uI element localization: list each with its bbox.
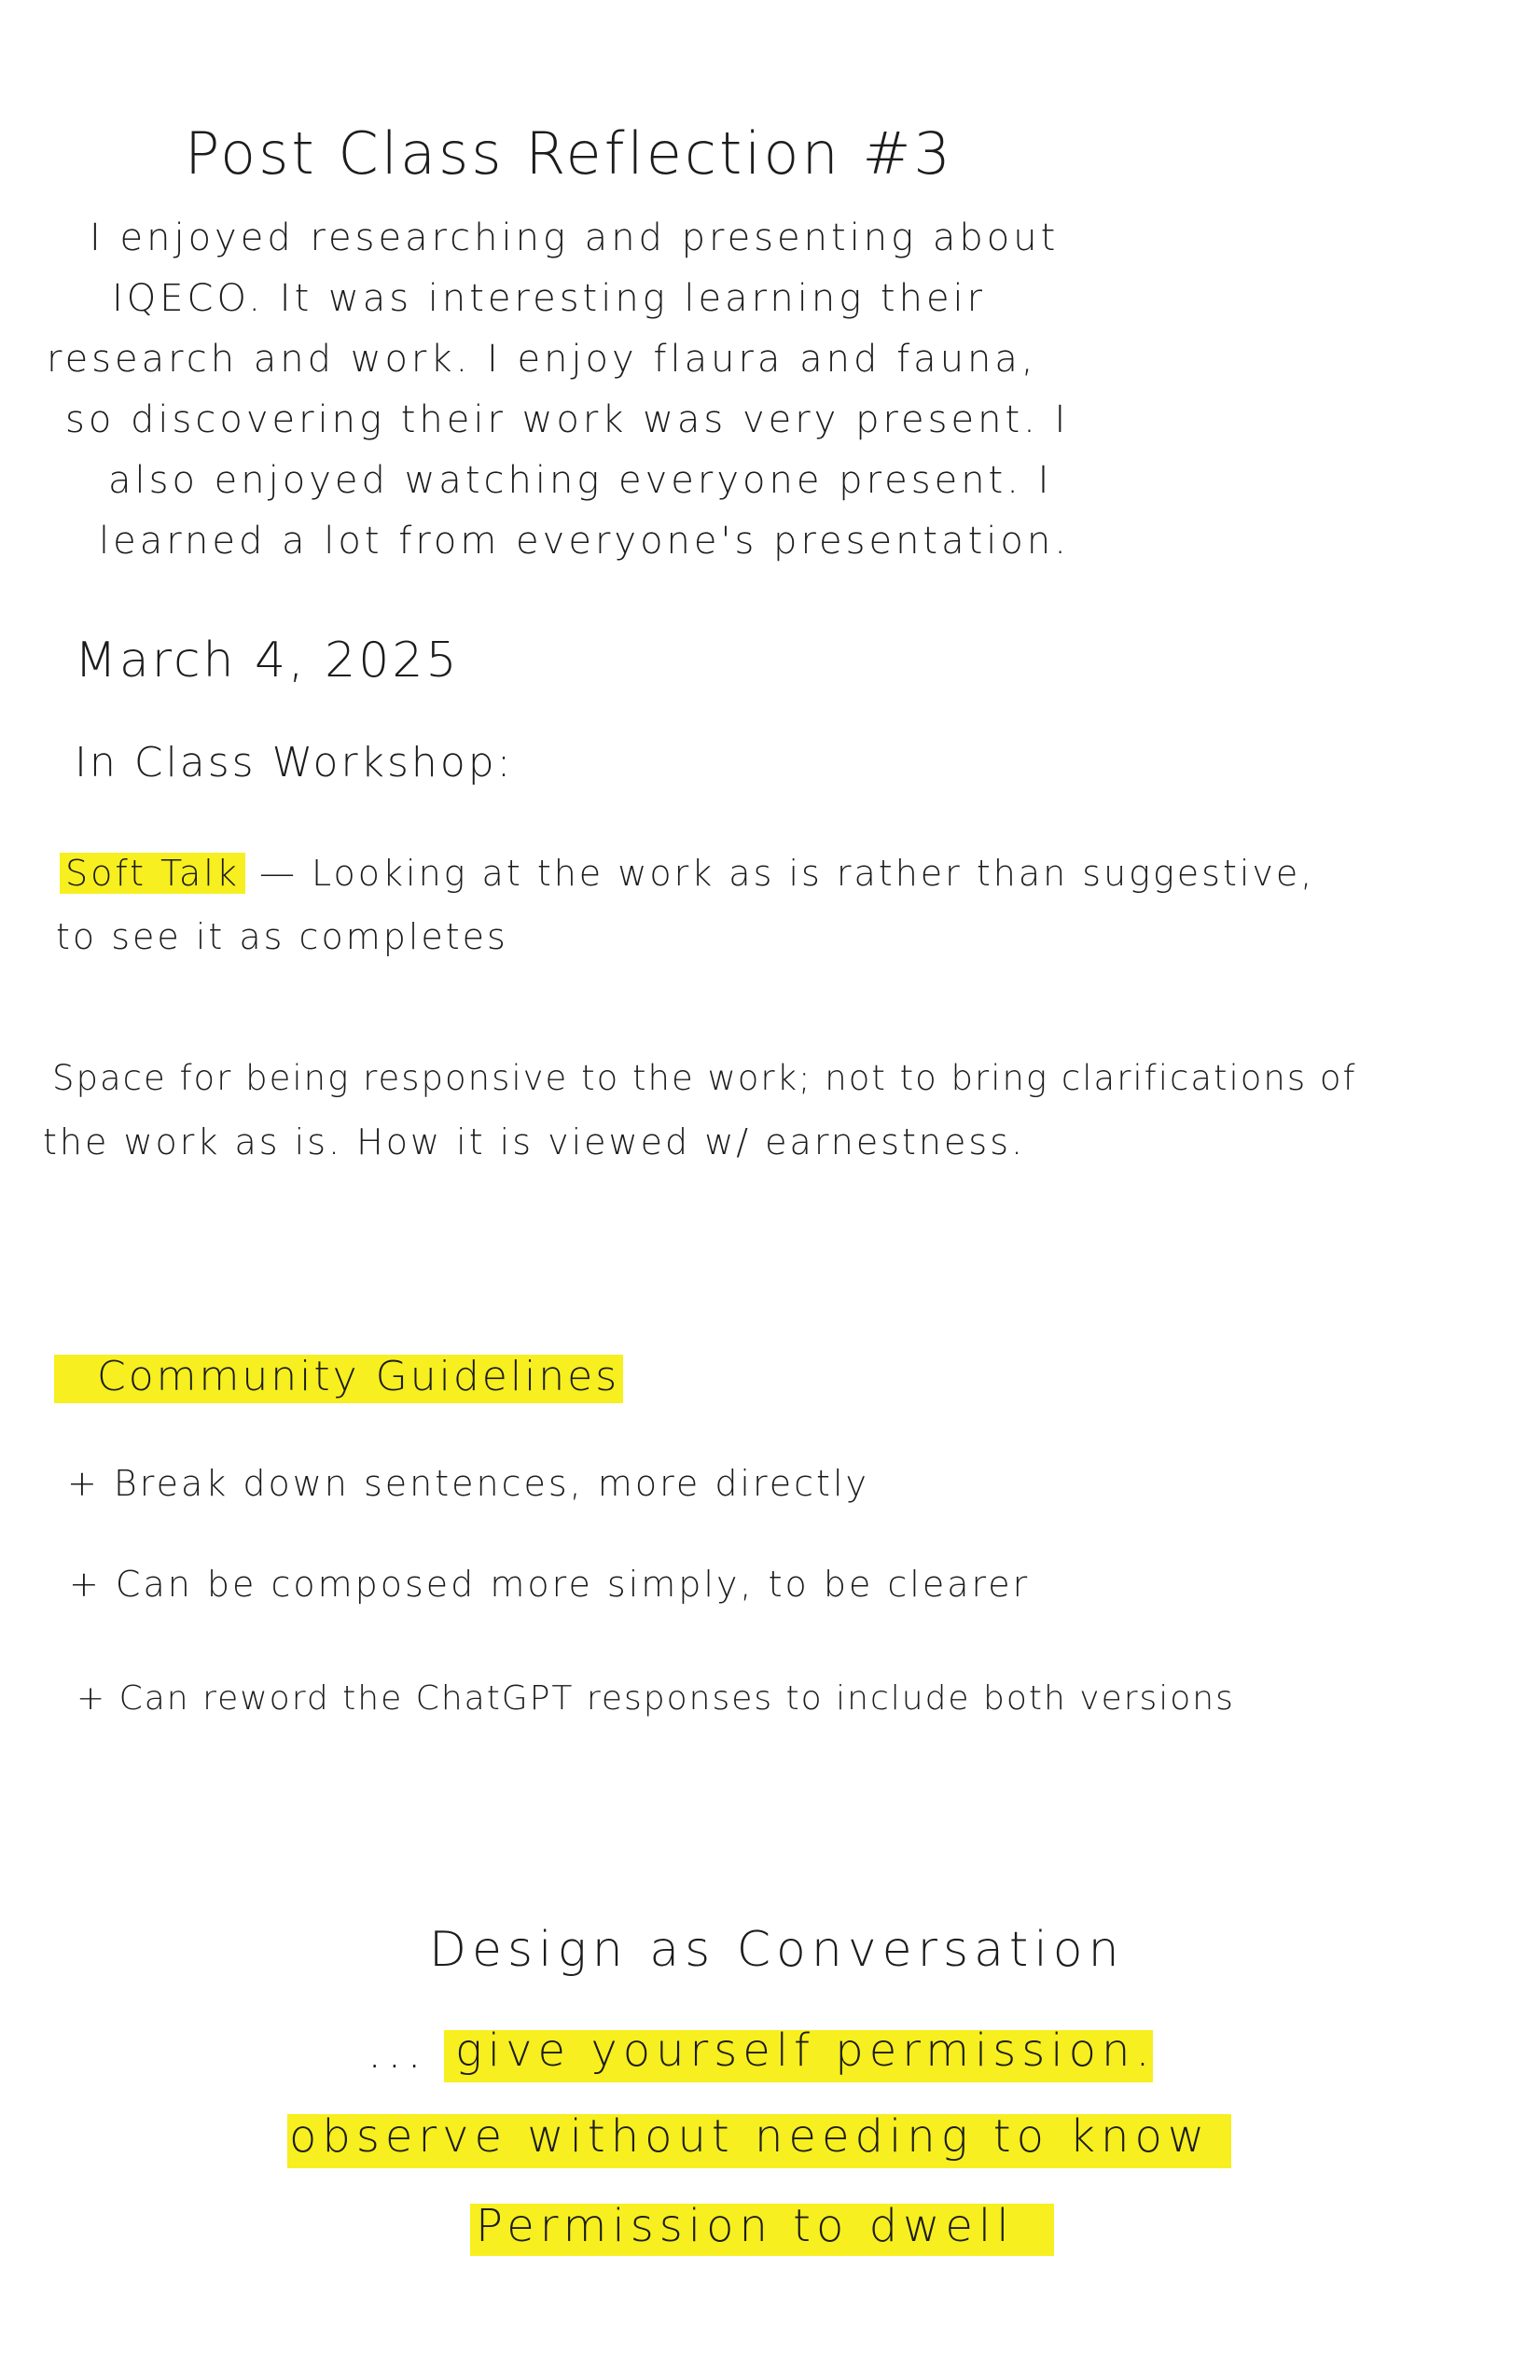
soft-talk-line: [60, 853, 1314, 894]
reflection-line: so discovering their work was very present. I: [65, 398, 1070, 441]
guideline-item: + Can be composed more simply, to be clearer: [69, 1564, 1031, 1605]
soft-talk-term: Soft Talk: [60, 853, 245, 894]
design-line: give yourself permission.: [455, 2025, 1156, 2077]
workshop-heading: In Class Workshop:: [75, 739, 514, 786]
design-line: Permission to dwell: [476, 2200, 1015, 2252]
design-title: Design as Conversation: [429, 1922, 1125, 1978]
guideline-item: + Break down sentences, more directly: [67, 1463, 869, 1504]
page-title: Post Class Reflection #3: [185, 119, 953, 188]
reflection-line: also enjoyed watching everyone present. I: [108, 459, 1053, 502]
space-note-line: Space for being responsive to the work; not to bring clarifications of: [52, 1058, 1357, 1098]
reflection-line: I enjoyed researching and presenting about: [90, 216, 1060, 259]
reflection-line: learned a lot from everyone's presentation.: [99, 520, 1070, 563]
design-prefix: ...: [368, 2026, 427, 2079]
community-heading: Community Guidelines: [97, 1353, 620, 1400]
soft-talk-continuation: to see it as completes: [56, 916, 508, 957]
reflection-line: IQECO. It was interesting learning their: [112, 277, 987, 320]
entry-date: March 4, 2025: [75, 633, 460, 689]
guideline-item: + Can reword the ChatGPT responses to include both versions: [76, 1679, 1235, 1718]
soft-talk-definition: — Looking at the work as is rather than suggestive,: [258, 853, 1315, 894]
design-line: observe without needing to know: [289, 2110, 1211, 2163]
space-note-line: the work as is. How it is viewed w/ earnestness.: [43, 1121, 1026, 1162]
reflection-line: research and work. I enjoy flaura and fauna,: [47, 338, 1037, 381]
